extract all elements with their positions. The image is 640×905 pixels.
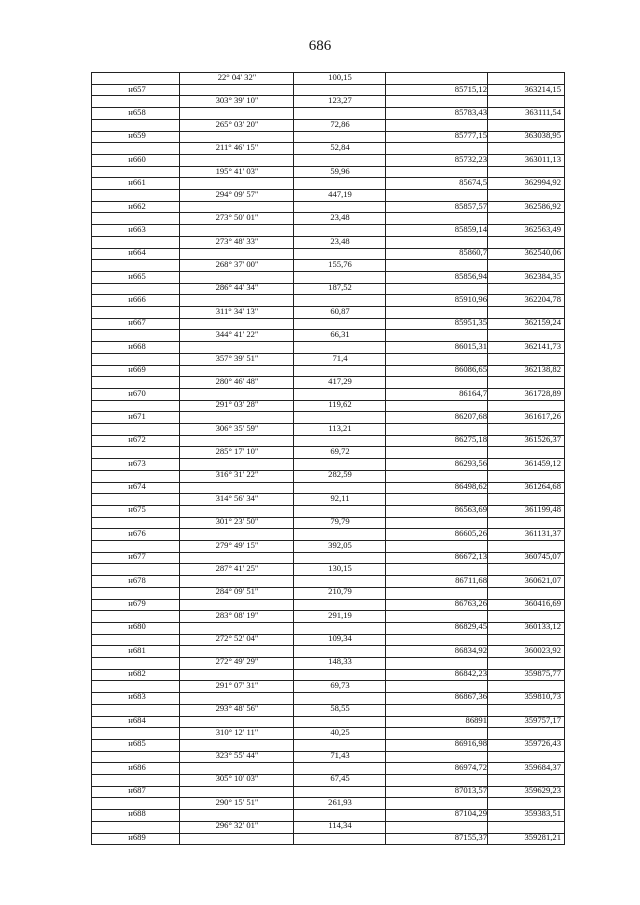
segment-length: 60,87 [330,305,350,316]
point-name: н670 [128,387,146,398]
coordinate-x: 86672,13 [454,551,487,562]
segment-length: 155,76 [328,259,352,269]
row-rule [91,482,565,483]
point-row [91,551,565,563]
row-rule [91,259,565,260]
segment-length: 210,79 [328,586,352,597]
coordinate-y: 361264,68 [524,481,561,492]
segment-row [91,610,565,622]
segment-row [91,282,565,294]
point-name: н665 [128,270,146,281]
segment-length: 100,15 [328,72,352,82]
coordinate-y: 362586,92 [524,200,561,211]
segment-row [91,516,565,528]
row-rule [91,470,565,471]
row-rule [91,283,565,284]
point-name: н657 [128,83,146,94]
coordinate-y: 361526,37 [524,434,561,445]
coordinate-x: 85715,12 [454,83,487,94]
segment-row [91,469,565,481]
row-rule [91,797,565,798]
point-name: н685 [128,738,146,749]
coordinate-x: 86563,69 [454,504,487,515]
point-name: н664 [128,247,146,258]
row-rule [91,774,565,775]
row-rule [91,493,565,494]
coordinate-y: 362563,49 [524,223,561,234]
coordinate-y: 362159,24 [524,317,561,328]
segment-length: 113,21 [328,422,352,433]
bearing-angle: 344° 41' 22" [215,329,259,340]
coordinate-y: 362138,82 [524,364,561,375]
row-rule [91,423,565,424]
point-name: н667 [128,317,146,328]
segment-row [91,353,565,365]
segment-row [91,166,565,178]
row-rule [91,563,565,564]
point-name: н660 [128,153,146,164]
row-rule [91,458,565,459]
row-rule [91,809,565,810]
point-row [91,107,565,119]
row-rule [91,376,565,377]
row-rule [91,248,565,249]
point-row [91,84,565,96]
segment-row [91,446,565,458]
point-row [91,294,565,306]
row-rule [91,833,565,834]
segment-length: 187,52 [328,282,352,293]
point-row [91,762,565,774]
row-rule [91,622,565,623]
coordinate-x: 86086,65 [454,364,487,375]
bearing-angle: 291° 03' 28" [215,399,259,410]
segment-length: 72,86 [330,118,350,129]
point-row [91,598,565,610]
point-name: н675 [128,504,146,515]
point-name: н669 [128,364,146,375]
row-rule [91,435,565,436]
bearing-angle: 268° 37' 00" [215,259,259,269]
segment-row [91,212,565,224]
coordinate-x: 87013,57 [454,784,487,795]
segment-row [91,119,565,131]
bearing-angle: 291° 07' 31" [215,679,259,690]
segment-row [91,259,565,271]
row-rule [91,762,565,763]
point-name: н671 [128,410,146,421]
row-rule [91,271,565,272]
row-rule [91,341,565,342]
bearing-angle: 280° 46' 48" [215,375,259,386]
point-row [91,458,565,470]
point-name: н673 [128,457,146,468]
row-rule [91,154,565,155]
bearing-angle: 357° 39' 51" [215,352,259,363]
row-rule [91,599,565,600]
coordinate-y: 361199,48 [524,504,561,515]
coordinate-y: 361131,37 [524,527,561,538]
coordinate-x: 85951,35 [454,317,487,328]
segment-length: 23,48 [330,212,350,223]
row-rule [91,201,565,202]
bearing-angle: 284° 09' 51" [215,586,259,597]
segment-length: 69,73 [330,679,350,690]
point-name: н682 [128,668,146,679]
point-row [91,201,565,213]
coordinate-y: 359726,43 [524,738,561,749]
coordinate-y: 361728,89 [524,387,561,398]
coordinate-x: 86974,72 [454,761,487,772]
row-rule [91,657,565,658]
segment-row [91,399,565,411]
row-rule [91,680,565,681]
coordinate-y: 359629,23 [524,784,561,795]
point-row [91,504,565,516]
row-rule [91,411,565,412]
row-rule [91,751,565,752]
segment-row [91,142,565,154]
row-rule [91,131,565,132]
segment-length: 114,34 [328,820,352,830]
point-name: н688 [128,808,146,819]
row-rule [91,224,565,225]
segment-length: 291,19 [328,609,352,620]
row-rule [91,72,565,73]
bearing-angle: 286° 44' 34" [215,282,259,293]
segment-row [91,376,565,388]
coordinate-x: 85674,5 [459,177,487,188]
bearing-angle: 279° 49' 15" [215,539,259,550]
coordinate-y: 361459,12 [524,457,561,468]
coordinate-x: 86763,26 [454,597,487,608]
coordinate-y: 362540,06 [524,247,561,258]
row-rule [91,739,565,740]
row-rule [91,329,565,330]
coordinate-x: 86711,68 [455,574,487,585]
segment-row [91,586,565,598]
point-row [91,645,565,657]
point-row [91,130,565,142]
row-rule [91,446,565,447]
point-name: н683 [128,691,146,702]
segment-length: 71,4 [332,352,348,363]
bearing-angle: 301° 23' 50" [215,516,259,527]
bearing-angle: 272° 49' 29" [215,656,259,667]
coordinate-y: 362994,92 [524,177,561,188]
coordinate-y: 363214,15 [524,83,561,94]
row-rule [91,365,565,366]
coordinate-x: 85856,94 [454,270,487,281]
point-row [91,317,565,329]
row-rule [91,786,565,787]
segment-row [91,656,565,668]
point-name: н666 [128,294,146,305]
segment-row [91,306,565,318]
row-rule [91,575,565,576]
row-rule [91,669,565,670]
row-rule [91,692,565,693]
bearing-angle: 294° 09' 57" [215,188,259,199]
coordinate-y: 363111,54 [525,107,561,118]
bearing-angle: 195° 41' 03" [215,165,259,176]
point-name: н680 [128,621,146,632]
row-rule [91,388,565,389]
coordinate-x: 86842,23 [454,668,487,679]
segment-length: 447,19 [328,188,352,199]
coordinate-x: 85857,57 [454,200,487,211]
point-name: н672 [128,434,146,445]
bearing-angle: 22° 04' 32" [217,72,257,82]
bearing-angle: 310° 12' 11" [215,726,259,737]
bearing-angle: 316° 31' 22" [215,469,259,480]
point-name: н663 [128,223,146,234]
bearing-angle: 211° 46' 15" [215,142,259,153]
row-rule [91,212,565,213]
segment-length: 59,96 [330,165,350,176]
point-row [91,715,565,727]
coordinate-y: 360416,69 [524,597,561,608]
point-row [91,691,565,703]
bearing-angle: 314° 56' 34" [215,492,259,503]
point-name: н674 [128,481,146,492]
row-rule [91,704,565,705]
point-row [91,481,565,493]
bearing-angle: 296° 32' 01" [215,820,259,830]
segment-row [91,493,565,505]
point-row [91,621,565,633]
row-rule [91,306,565,307]
segment-length: 52,84 [330,142,350,153]
segment-row [91,703,565,715]
segment-row [91,423,565,435]
coordinate-x: 85783,43 [454,107,487,118]
segment-length: 282,59 [328,469,352,480]
page-number: 686 [308,38,332,54]
row-rule [91,84,565,85]
segment-row [91,750,565,762]
segment-length: 79,79 [330,516,350,527]
point-row [91,668,565,680]
point-row [91,224,565,236]
coordinate-y: 360745,07 [524,551,561,562]
coordinate-x: 86867,36 [454,691,487,702]
segment-row [91,563,565,575]
segment-row [91,72,565,84]
bearing-angle: 293° 48' 56" [215,703,259,714]
point-row [91,177,565,189]
coordinate-x: 87155,37 [454,831,487,842]
bearing-angle: 311° 34' 13" [215,305,259,316]
row-rule [91,540,565,541]
bearing-angle: 273° 50' 01" [215,212,259,223]
segment-length: 261,93 [328,796,352,807]
row-rule [91,166,565,167]
point-row [91,528,565,540]
segment-row [91,329,565,341]
segment-length: 417,29 [328,375,352,386]
segment-length: 66,31 [330,329,350,340]
coordinate-y: 362204,78 [524,294,561,305]
segment-length: 40,25 [330,726,350,737]
coordinate-x: 86916,98 [454,738,487,749]
segment-length: 92,11 [330,492,350,503]
coordinate-y: 359684,37 [524,761,561,772]
row-rule [91,177,565,178]
bearing-angle: 287° 41' 25" [215,562,259,573]
bearing-angle: 323° 55' 44" [215,749,259,760]
bearing-angle: 285° 17' 10" [215,446,259,456]
point-row [91,785,565,797]
coordinate-y: 363038,95 [524,130,561,141]
segment-row [91,727,565,739]
row-rule [91,142,565,143]
coordinate-x: 86891 [465,714,487,725]
row-rule [91,236,565,237]
segment-length: 71,43 [330,749,350,760]
row-rule [91,528,565,529]
row-rule [91,610,565,611]
point-name: н668 [128,340,146,351]
point-row [91,247,565,259]
segment-length: 123,27 [328,95,352,106]
bearing-angle: 272° 52' 04" [215,633,259,643]
coordinate-y: 359757,17 [524,714,561,725]
row-rule [91,107,565,108]
point-row [91,154,565,166]
segment-length: 392,05 [328,539,352,550]
point-name: н658 [128,107,146,118]
row-rule [91,505,565,506]
point-row [91,341,565,353]
segment-row [91,680,565,692]
segment-length: 148,33 [328,656,352,667]
point-row [91,411,565,423]
row-rule [91,353,565,354]
row-rule [91,400,565,401]
coordinate-y: 360621,07 [524,574,561,585]
coordinate-y: 361617,26 [524,410,561,421]
coordinate-x: 86015,31 [454,340,487,351]
bearing-angle: 290° 15' 51" [215,796,259,807]
coordinate-y: 362384,35 [524,270,561,281]
coordinate-y: 360023,92 [524,644,561,655]
point-name: н684 [128,714,146,725]
coordinate-x: 85777,15 [454,130,487,141]
point-row [91,388,565,400]
row-rule [91,119,565,120]
coordinate-x: 86498,62 [454,481,487,492]
segment-length: 67,45 [330,773,350,784]
point-name: н679 [128,597,146,608]
point-name: н681 [128,644,146,655]
segment-row [91,540,565,552]
coordinate-x: 85910,96 [454,294,487,305]
survey-coordinates-table [91,72,565,844]
coordinate-x: 85860,7 [459,247,487,258]
segment-row [91,236,565,248]
segment-row [91,95,565,107]
segment-length: 130,15 [328,562,352,573]
point-row [91,575,565,587]
row-rule [91,552,565,553]
row-rule [91,587,565,588]
row-rule [91,727,565,728]
coordinate-x: 86275,18 [454,434,487,445]
coordinate-x: 87104,29 [454,808,487,819]
coordinate-x: 86605,26 [454,527,487,538]
point-name: н676 [128,527,146,538]
bearing-angle: 303° 39' 10" [215,95,259,106]
bearing-angle: 283° 08' 19" [215,609,259,620]
point-name: н659 [128,130,146,141]
row-rule [91,318,565,319]
segment-length: 23,48 [330,235,350,246]
coordinate-y: 363011,13 [524,153,561,164]
segment-length: 119,62 [328,399,352,410]
point-name: н678 [128,574,146,585]
row-rule [91,844,565,845]
point-name: н686 [128,761,146,772]
segment-row [91,189,565,201]
coordinate-y: 359281,21 [524,831,561,842]
segment-row [91,773,565,785]
coordinate-x: 85859,14 [454,223,487,234]
coordinate-y: 359875,77 [524,668,561,679]
coordinate-y: 359383,51 [524,808,561,819]
coordinate-x: 86293,56 [454,457,487,468]
coordinate-y: 360133,12 [524,621,561,632]
point-row [91,434,565,446]
point-name: н662 [128,200,146,211]
coordinate-x: 85732,23 [454,153,487,164]
coordinate-x: 86829,45 [454,621,487,632]
bearing-angle: 305° 10' 03" [215,773,259,784]
point-name: н661 [128,177,146,188]
coordinate-y: 362141,73 [524,340,561,351]
coordinate-x: 86834,92 [454,644,487,655]
row-rule [91,189,565,190]
segment-length: 69,72 [330,446,350,456]
row-rule [91,634,565,635]
segment-length: 109,34 [328,633,352,643]
row-rule [91,716,565,717]
row-rule [91,517,565,518]
point-name: н689 [128,831,146,842]
point-row [91,738,565,750]
row-rule [91,821,565,822]
coordinate-x: 86164,7 [459,387,487,398]
point-row [91,364,565,376]
row-rule [91,294,565,295]
bearing-angle: 265° 03' 20" [215,118,259,129]
row-rule [91,645,565,646]
segment-length: 58,55 [330,703,350,714]
row-rule [91,95,565,96]
point-name: н687 [128,784,146,795]
segment-row [91,633,565,645]
bearing-angle: 306° 35' 59" [215,422,259,433]
coordinate-y: 359810,73 [524,691,561,702]
bearing-angle: 273° 48' 33" [215,235,259,246]
point-name: н677 [128,551,146,562]
coordinate-x: 86207,68 [454,410,487,421]
point-row [91,271,565,283]
